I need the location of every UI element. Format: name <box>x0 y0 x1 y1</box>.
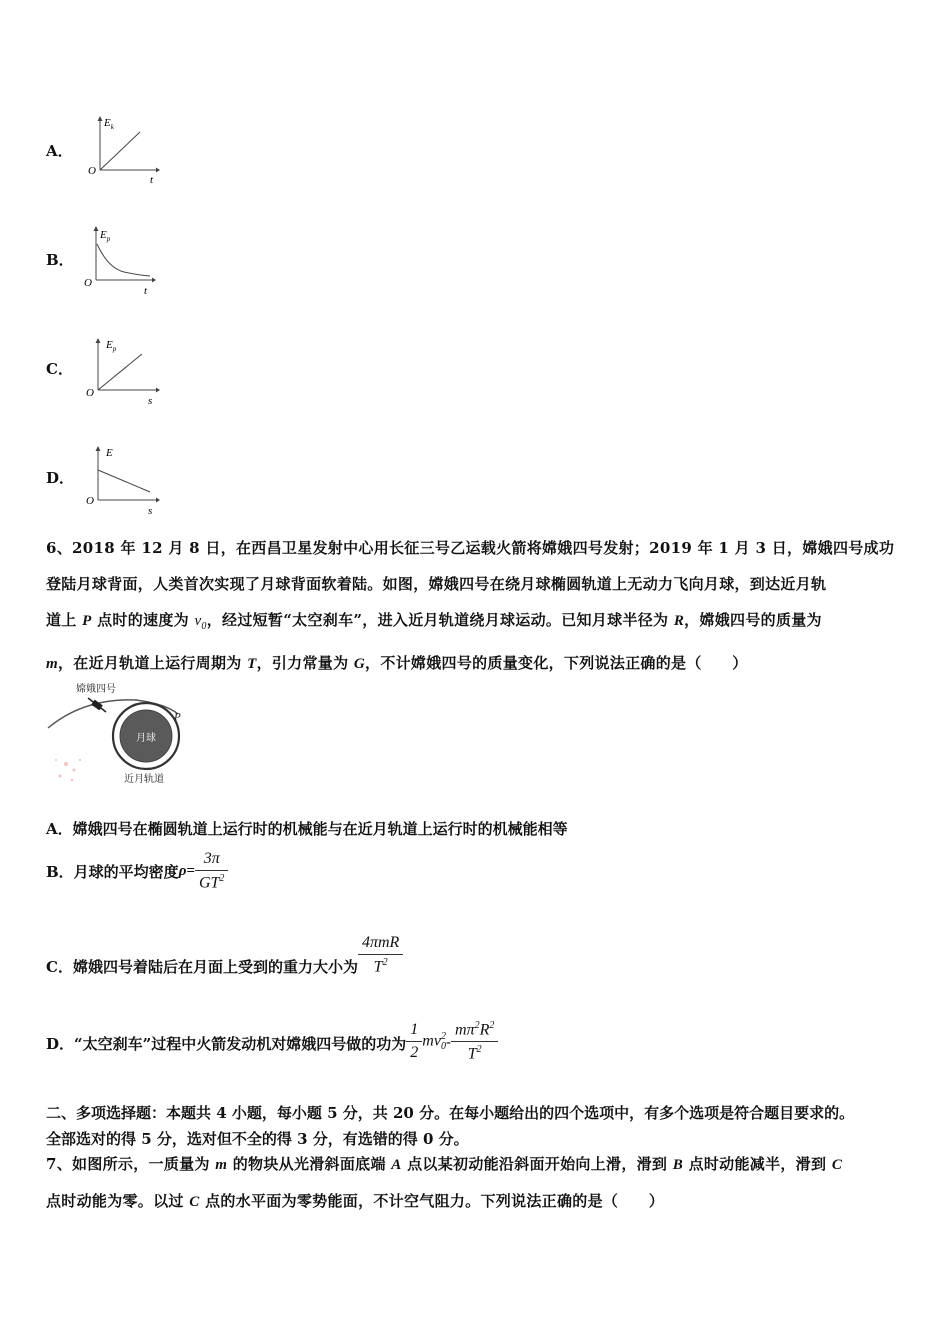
svg-text:Ep <box>99 229 111 243</box>
axis-x-label: t <box>144 285 148 297</box>
section-2-line-1: 二、多项选择题：本题共 4 小题，每小题 5 分，共 20 分。在每小题给出的四个选项中，有多个选项是符合题目要求的。 <box>46 1104 855 1122</box>
graph-option-a <box>84 112 164 188</box>
option-d-label: D． <box>46 469 75 487</box>
origin-label: O <box>86 495 94 507</box>
axis-y-label: E <box>106 339 113 351</box>
origin-label: O <box>84 277 92 289</box>
svg-text:Ek <box>103 117 115 131</box>
section-2-line-2: 全部选对的得 5 分，选对但不全的得 3 分，有选错的得 0 分。 <box>46 1130 469 1148</box>
axis-y-label: E <box>106 447 113 459</box>
question-6-option-c: C．嫦娥四号着陆后在月面上受到的重力大小为 $\frac{\text{4πmR}}{T^2}$ <box>46 934 403 977</box>
axis-y-label: E <box>100 229 107 241</box>
question-6-option-b: B．月球的平均密度ρ= $\frac{3\pi}{GT^2}$ <box>46 850 228 892</box>
question-6-line-1: 6、2018 年 12 月 8 日，在西昌卫星发射中心用长征三号乙运载火箭将嫦娥四号发射；2019 年 1 月 3 日，嫦娥四号成功 <box>46 539 895 557</box>
svg-text:Ep <box>105 339 117 353</box>
question-6-option-d: D．“太空刹车”过程中火箭发动机对嫦娥四号做的功为 $\frac{1}{2}$ mv 2 0 - $\frac{m\pi^2R^2}{T^2}$ <box>46 1020 498 1064</box>
origin-label: O <box>88 165 96 177</box>
axis-y-sub: k <box>110 123 114 131</box>
question-6-option-a: A．嫦娥四号在椭圆轨道上运行时的机械能与在近月轨道上运行时的机械能相等 <box>46 820 568 838</box>
half-fraction: $\frac{1}{2}$ <box>406 1021 422 1062</box>
axis-x-label: s <box>148 395 153 406</box>
option-a-label: A． <box>46 142 73 160</box>
orbital-energy-fraction: $\frac{m\pi^2R^2}{T^2}$ <box>451 1020 498 1064</box>
question-7-line-1: 7、如图所示，一质量为 m 的物块从光滑斜面底端 A 点以某初动能沿斜面开始向上滑，滑到 B 点时动能减半，滑到 C <box>46 1155 843 1173</box>
orbit-label: 近月轨道 <box>124 774 164 785</box>
option-c-label: C． <box>46 360 73 378</box>
spacecraft-label: 嫦娥四号 <box>76 684 116 695</box>
graph-option-d <box>84 442 164 520</box>
gravity-fraction: $\frac{\text{4πmR}}{T^2}$ <box>358 934 403 976</box>
moon-label: 月球 <box>136 733 156 744</box>
section-2-instructions <box>46 1100 916 1152</box>
option-b-label: B． <box>46 251 74 269</box>
point-p-label: P <box>174 711 181 723</box>
axis-y-label: E <box>104 117 111 129</box>
origin-label: O <box>86 387 94 399</box>
density-fraction: $\frac{3\pi}{GT^2}$ <box>195 850 228 892</box>
axis-x-label: s <box>148 505 153 516</box>
graph-option-b <box>80 224 160 302</box>
question-6-line-2: 登陆月球背面，人类首次实现了月球背面软着陆。如图，嫦娥四号在绕月球椭圆轨道上无动力飞向月球，到达近月轨 <box>46 575 827 593</box>
question-6-line-4: m，在近月轨道上运行周期为 T，引力常量为 G，不计嫦娥四号的质量变化，下列说法正确的是（ ） <box>46 654 748 672</box>
axis-x-label: t <box>150 174 154 184</box>
question-6-line-3: 道上 P 点时的速度为 $v_0$，经过短暂“太空刹车”，进入近月轨道绕月球运动。已知月球半径为 R，嫦娥四号的质量为 <box>46 611 822 632</box>
question-7-stem <box>46 1146 906 1220</box>
axis-y-sub: p <box>112 345 117 353</box>
axis-y-sub: p <box>106 235 111 243</box>
question-7-line-2: 点时动能为零。以过 C 点的水平面为零势能面，不计空气阻力。下列说法正确的是（ ） <box>46 1192 665 1210</box>
orbit-figure <box>44 680 204 794</box>
graph-option-c <box>84 334 164 410</box>
question-6-stem <box>46 530 906 682</box>
